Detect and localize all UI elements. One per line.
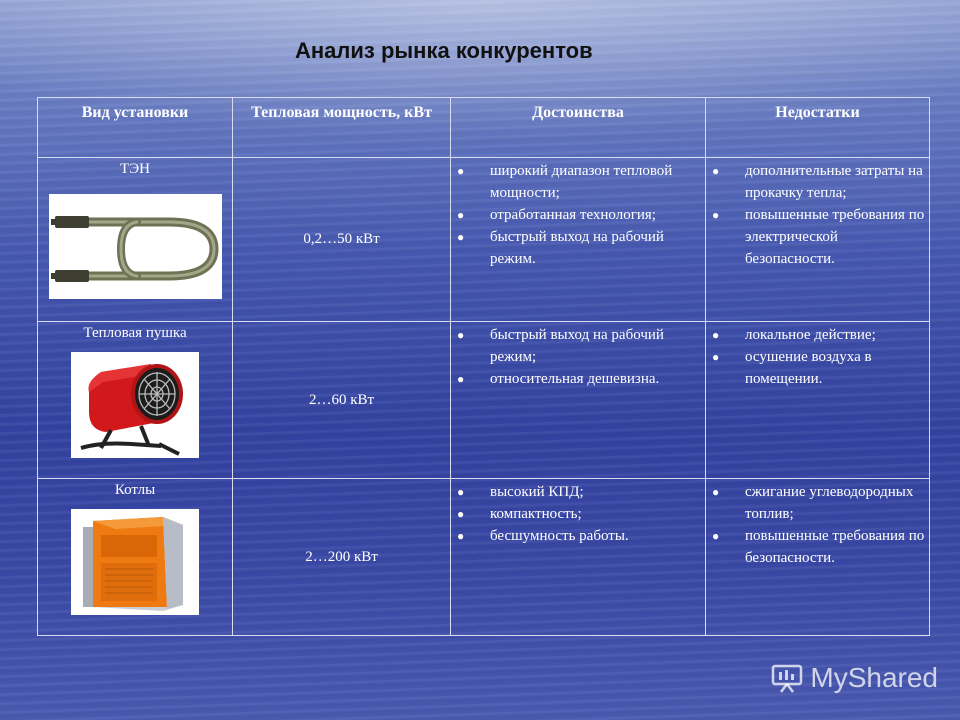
column-header: Вид установки xyxy=(38,98,233,158)
bullet-icon: ● xyxy=(457,230,465,244)
list-item: ● компактность; xyxy=(455,503,701,525)
bullet-icon: ● xyxy=(712,485,720,499)
table-header-row xyxy=(38,98,930,158)
column-header: Достоинства xyxy=(451,98,706,158)
table-row xyxy=(38,479,930,636)
type-cell xyxy=(38,479,233,636)
bullet-icon: ● xyxy=(457,208,465,222)
pros-cell xyxy=(451,158,706,322)
list-item: ● быстрый выход на рабочий режим; xyxy=(455,324,701,368)
list-item: ● широкий диапазон тепловой мощности; xyxy=(455,160,701,204)
watermark-text: MyShared xyxy=(810,662,938,693)
heating-element-icon xyxy=(49,194,222,299)
type-cell xyxy=(38,158,233,322)
column-header: Недостатки xyxy=(706,98,930,158)
watermark xyxy=(770,662,938,694)
competitor-table xyxy=(37,97,930,636)
list-item: ● дополнительные затраты на прокачку тепла; xyxy=(710,160,925,204)
power-cell: 2…200 кВт xyxy=(233,479,451,636)
list-item: ● высокий КПД; xyxy=(455,481,701,503)
page-title: Анализ рынка конкурентов xyxy=(295,38,593,63)
bullet-icon: ● xyxy=(457,529,465,543)
boiler-icon xyxy=(71,509,199,615)
type-name: ТЭН xyxy=(120,161,150,177)
bullet-icon: ● xyxy=(712,350,720,364)
list-item: ● повышенные требования по электрической безопасности. xyxy=(710,204,925,270)
type-name: Тепловая пушка xyxy=(83,325,187,341)
bullet-icon: ● xyxy=(712,208,720,222)
cons-cell xyxy=(706,479,930,636)
bullet-icon: ● xyxy=(457,164,465,178)
table-row xyxy=(38,158,930,322)
cons-cell xyxy=(706,158,930,322)
cons-cell xyxy=(706,322,930,479)
bullet-icon: ● xyxy=(712,328,720,342)
bullet-icon: ● xyxy=(457,485,465,499)
type-name: Котлы xyxy=(114,482,156,498)
type-cell xyxy=(38,322,233,479)
power-cell: 2…60 кВт xyxy=(233,322,451,479)
bullet-icon: ● xyxy=(712,529,720,543)
list-item: ● относительная дешевизна. xyxy=(455,368,701,390)
list-item: ● осушение воздуха в помещении. xyxy=(710,346,925,390)
column-header: Тепловая мощность, кВт xyxy=(233,98,451,158)
list-item: ● локальное действие; xyxy=(710,324,925,346)
list-item: ● отработанная технология; xyxy=(455,204,701,226)
bullet-icon: ● xyxy=(457,507,465,521)
table-row xyxy=(38,322,930,479)
pros-cell xyxy=(451,322,706,479)
bullet-icon: ● xyxy=(457,372,465,386)
pros-cell xyxy=(451,479,706,636)
heat-gun-icon xyxy=(71,352,199,458)
power-cell: 0,2…50 кВт xyxy=(233,158,451,322)
list-item: ● сжигание углеводородных топлив; xyxy=(710,481,925,525)
presentation-icon xyxy=(770,663,804,693)
list-item: ● повышенные требования по безопасности. xyxy=(710,525,925,569)
list-item: ● бесшумность работы. xyxy=(455,525,701,547)
list-item: ● быстрый выход на рабочий режим. xyxy=(455,226,701,270)
bullet-icon: ● xyxy=(712,164,720,178)
bullet-icon: ● xyxy=(457,328,465,342)
